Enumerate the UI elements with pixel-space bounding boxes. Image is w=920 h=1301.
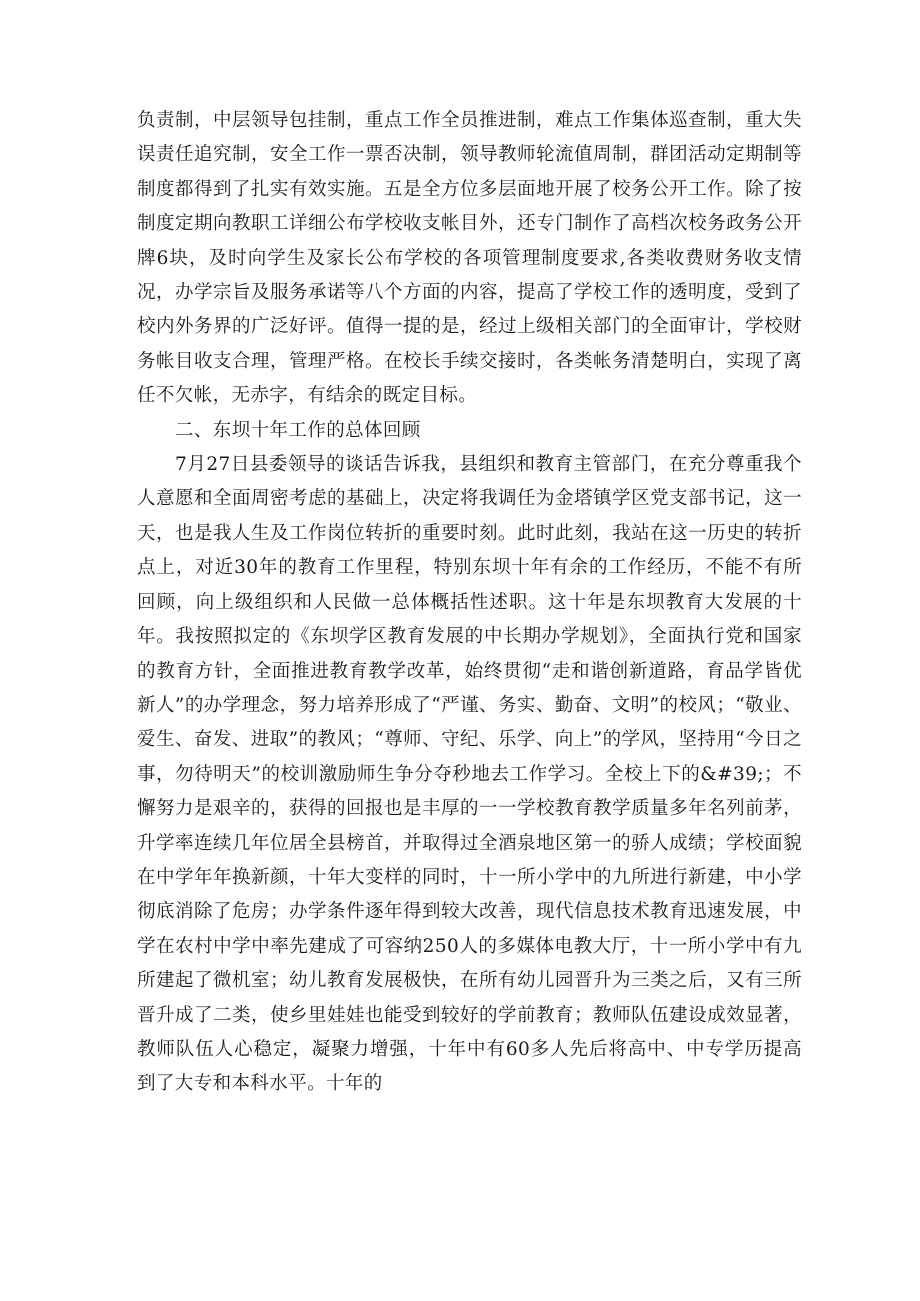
- section-heading-ten-year-review: 二、东坝十年工作的总体回顾: [175, 419, 421, 441]
- paragraph-ten-year-review: 7月27日县委领导的谈话告诉我，县组织和教育主管部门，在充分尊重我个人意愿和全面周密考虑的基础上，决定将我调任为金塔镇学区党支部书记，这一天，也是我人生及工作岗位转折的重要时刻。此时此刻，我站在这一历史的转折点上，对近30年的教育工作里程，特别东坝十年有余的工作经历，不能不有所回顾，向上级组织和人民做一总体概括性述职。这十年是东坝教育大发展的十年。我按照拟定的《东坝学区教育发展的中长期办学规划》，全面执行党和国家的教育方针，全面推进教育教学改革，始终贯彻“走和谐创新道路，育品学皆优新人”的办学理念，努力培养形成了“严谨、务实、勤奋、文明”的校风；“敬业、爱生、奋发、进取”的教风；“尊师、守纪、乐学、向上”的学风，坚持用“今日之事，勿待明天”的校训激励师生争分夺秒地去工作学习。全校上下的&#39;；不懈努力是艰辛的，获得的回报也是丰厚的一一学校教育教学质量多年名列前茅，升学率连续几年位居全县榜首，并取得过全酒泉地区第一的骄人成绩；学校面貌在中学年年换新颜，十年大变样的同时，十一所小学中的九所进行新建，中小学彻底消除了危房；办学条件逐年得到较大改善，现代信息技术教育迅速发展，中学在农村中学中率先建成了可容纳250人的多媒体电教大厅，十一所小学中有九所建起了微机室；幼儿教育发展极快，在所有幼儿园晋升为三类之后，又有三所晋升成了二类，使乡里娃娃也能受到较好的学前教育；教师队伍建设成效显著，教师队伍人心稳定，凝聚力增强，十年中有60多人先后将高中、中专学历提高到了大专和本科水平。十年的: [137, 454, 802, 1095]
- paragraph-school-affairs-disclosure: 负责制，中层领导包挂制，重点工作全员推进制，难点工作集体巡查制，重大失误责任追究制，安全工作一票否决制，领导教师轮流值周制，群团活动定期制等制度都得到了扎实有效实施。五是全方位多层面地开展了校务公开工作。除了按制度定期向教职工详细公布学校收支帐目外，还专门制作了高档次校务政务公开牌6块，及时向学生及家长公布学校的各项管理制度要求,各类收费财务收支情况，办学宗旨及服务承诺等八个方面的内容，提高了学校工作的透明度，受到了校内外务界的广泛好评。值得一提的是，经过上级相关部门的全面审计，学校财务帐目收支合理，管理严格。在校长手续交接时，各类帐务清楚明白，实现了离任不欠帐，无赤字，有结余的既定目标。: [137, 110, 802, 407]
- document-body: [137, 104, 802, 1102]
